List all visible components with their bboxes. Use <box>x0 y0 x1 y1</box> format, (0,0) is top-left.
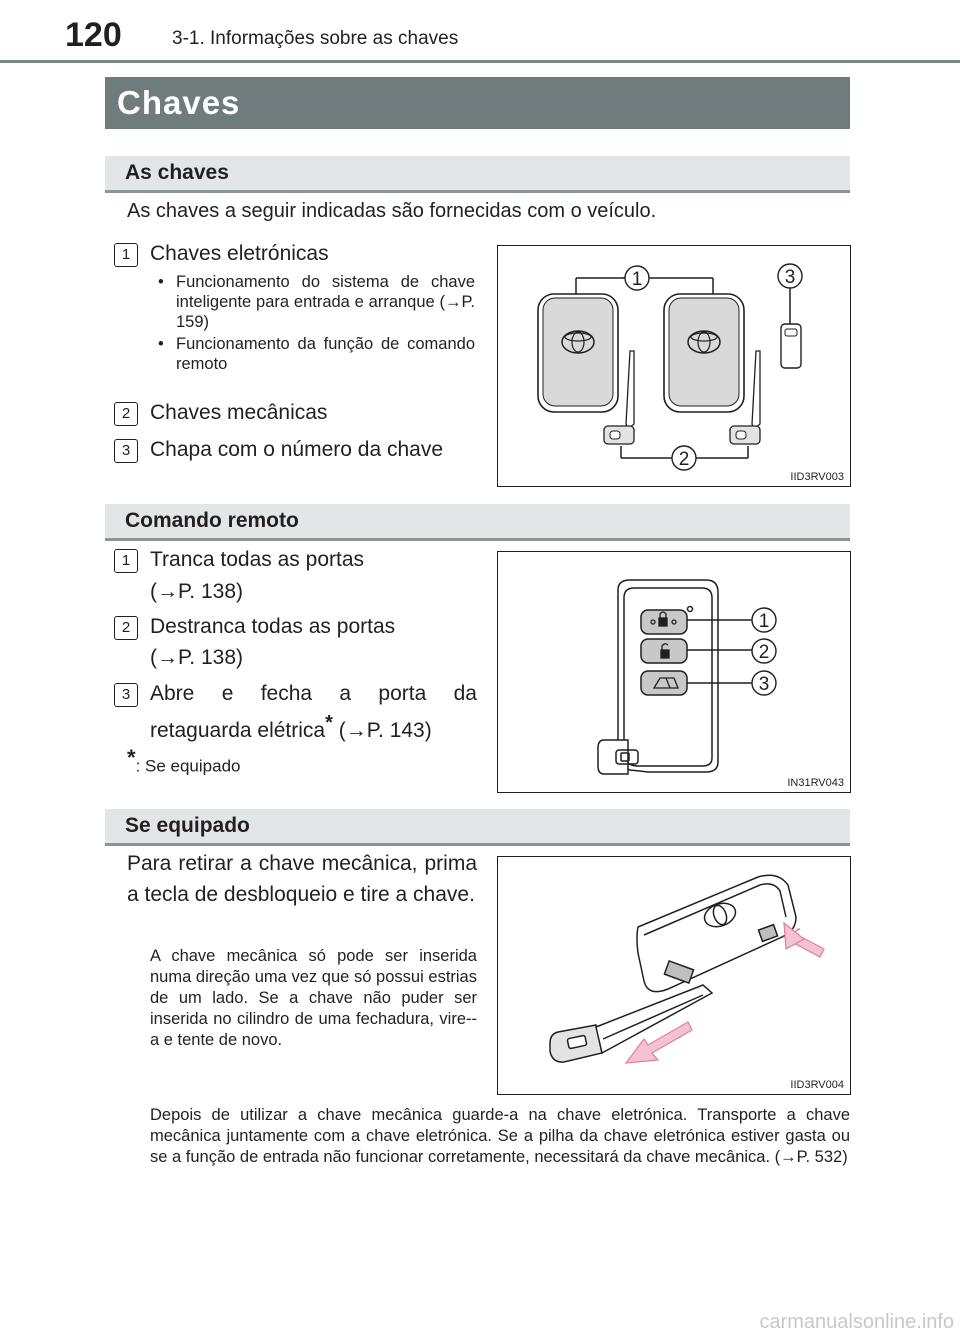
item-label: Chaves mecânicas <box>150 401 328 424</box>
item-ref: (→P. 143) <box>332 719 432 742</box>
keys-illustration <box>498 246 850 486</box>
note-text: A chave mecânica só pode ser inserida numa direção uma vez que só possui estrias de um lado. Se a chave não puder ser inserida no cilindro de uma fechadura, vire--a e tente de novo. <box>150 947 477 1049</box>
closing-text: Depois de utilizar a chave mecânica guarde-a na chave eletrónica. Transporte a chave mecânica juntamente com a chave eletrónica. Se a pilha da chave eletrónica estiver gasta ou se a função de entrada não funcionar corretamente, necessitará da chave mecânica. (→P. 532) <box>150 1106 850 1166</box>
item-number: 1 <box>114 243 138 267</box>
subhead-label: Se equipado <box>125 814 250 837</box>
item-number: 3 <box>114 683 138 707</box>
item-text: retaguarda elétrica <box>150 719 326 742</box>
item-ref: (→P. 138) <box>150 646 243 669</box>
subhead-as-chaves <box>105 156 850 193</box>
smart-key-fob-right <box>664 294 744 412</box>
bullet-list <box>150 272 475 376</box>
asterisk: * <box>325 712 333 734</box>
key-removal-figure <box>497 856 851 1095</box>
page-number: 120 <box>65 16 122 54</box>
bullet-item: • Funcionamento da função de comando remoto <box>150 334 475 374</box>
footnote <box>127 745 240 777</box>
subhead-label: As chaves <box>125 161 229 184</box>
callout-3: 3 <box>784 267 796 288</box>
item-label-line2 <box>150 707 432 747</box>
item-ref: (→P. 138) <box>150 580 243 603</box>
lead-text: Para retirar a chave mecânica, prima a tecla de desbloqueio e tire a chave. <box>127 852 477 906</box>
item-number: 2 <box>114 402 138 426</box>
title-bar <box>105 77 850 129</box>
bullet-item: • Funcionamento do sistema de chave inteligente para entrada e arranque (→P. 159) <box>150 272 475 332</box>
key-number-plate <box>781 324 801 368</box>
figure-code: IID3RV004 <box>790 1079 844 1091</box>
page-title: Chaves <box>117 84 241 121</box>
subhead-label: Comando remoto <box>125 509 299 532</box>
header-rule <box>0 60 960 63</box>
watermark: carmanualsonline.info <box>759 1311 954 1333</box>
intro-text: As chaves a seguir indicadas são fornecidas com o veículo. <box>127 200 657 222</box>
figure-code: IID3RV003 <box>790 471 844 483</box>
footnote-text: : Se equipado <box>135 756 241 776</box>
figure-code: IN31RV043 <box>787 777 844 789</box>
subhead-se-equipado <box>105 809 850 846</box>
item-label: Tranca todas as portas <box>150 548 364 571</box>
item-label: Chaves eletrónicas <box>150 242 329 265</box>
remote-figure <box>497 551 851 793</box>
callout-1: 1 <box>631 269 643 290</box>
item-label: Destranca todas as portas <box>150 615 396 638</box>
item-label: Chapa com o número da chave <box>150 438 444 461</box>
subhead-comando-remoto <box>105 504 850 541</box>
item-number: 1 <box>114 549 138 573</box>
callout-3: 3 <box>758 674 770 695</box>
item-label: Abre e fecha a porta da <box>150 682 477 705</box>
keys-figure <box>497 245 851 487</box>
item-number: 3 <box>114 439 138 463</box>
remote-illustration <box>498 552 850 792</box>
callout-1: 1 <box>758 611 770 632</box>
section-title: 3-1. Informações sobre as chaves <box>172 28 459 49</box>
key-removal-illustration <box>498 857 850 1094</box>
callout-2: 2 <box>758 642 770 663</box>
item-number: 2 <box>114 616 138 640</box>
callout-2: 2 <box>678 449 690 470</box>
footnote-star: * <box>127 745 136 770</box>
smart-key-fob-left <box>538 294 618 412</box>
